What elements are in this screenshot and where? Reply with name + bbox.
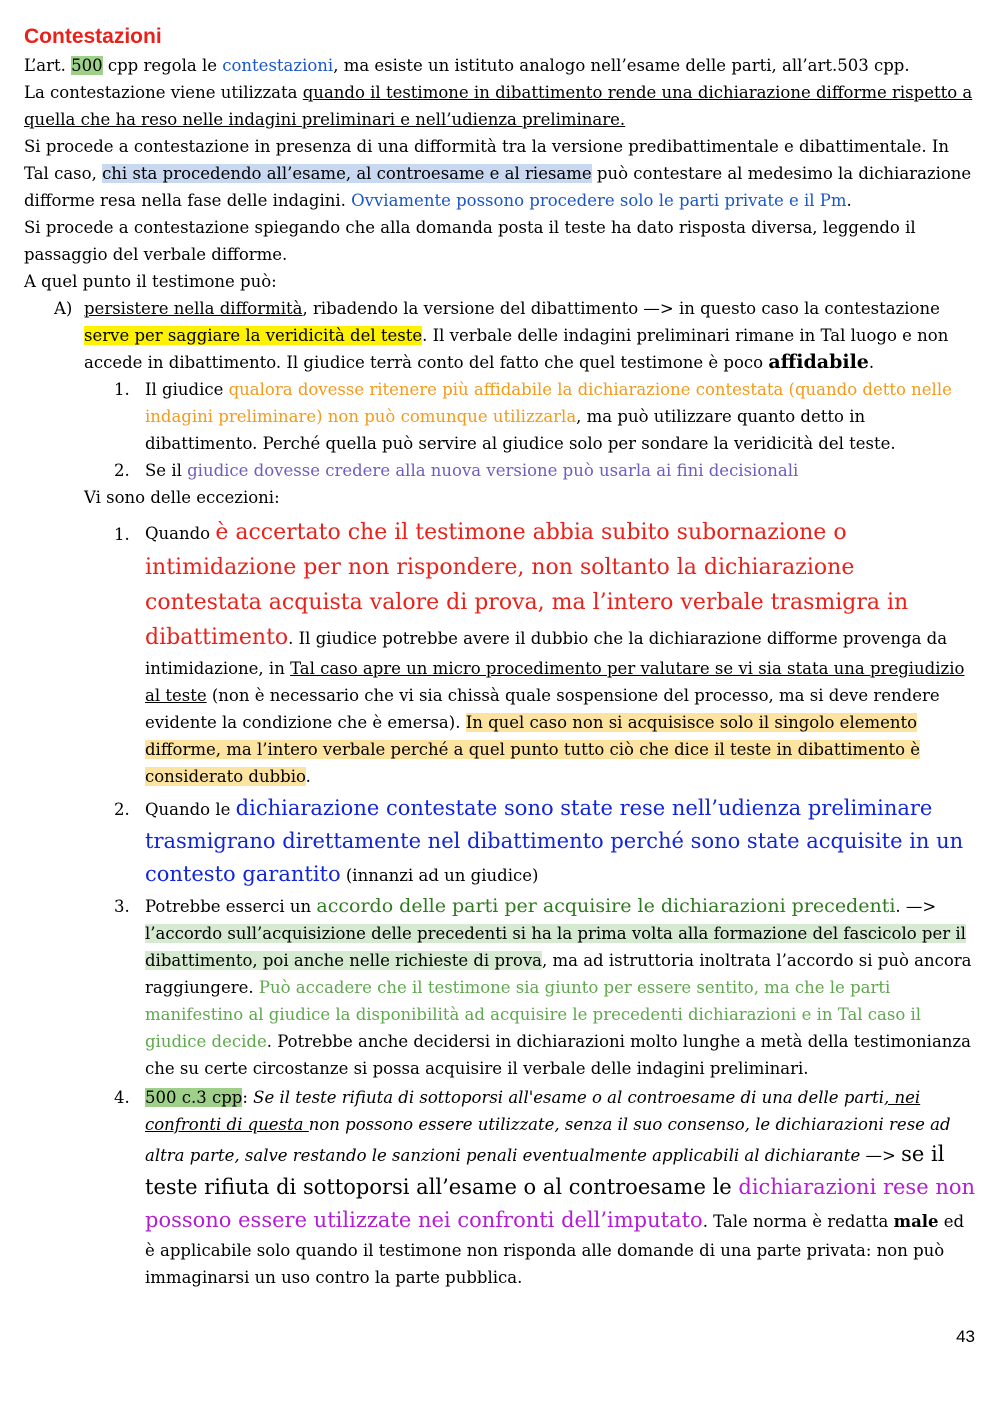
list-marker: 2. [114,461,130,480]
orange-text: qualora dovesse ritenere più affidabile la dichiarazione contestata (quando detto nelle indagini preliminare) non può comunque utilizzarla [145,380,952,426]
text: . Potrebbe anche decidersi in dichiarazioni molto lunghe a metà della testimonianza che su certe circostanze si possa acquisire il verbale delle indagini preliminari. [145,1032,971,1078]
text: : [242,1088,254,1107]
page-content [24,22,976,1291]
text: . [868,353,875,372]
text: La contestazione viene utilizzata [24,83,303,102]
bold-text: male [893,1212,939,1231]
exception-item-2 [24,792,976,891]
arrow-text: —> [860,1146,902,1165]
text: . [305,767,311,786]
text: Si procede a contestazione in presenza di una difformità tra la versione predibattimentale e dibattimentale. In Tal caso, [24,137,949,183]
highlighted-text: In quel caso non si acquisisce solo il singolo elemento difforme, ma l’intero verbale perché a quel punto tutto ciò che dice il teste in dibattimento è considerato dubbio [145,713,921,786]
exception-item-4 [24,1084,976,1291]
text: Se il [145,461,188,480]
section-title: Contestazioni [24,25,162,48]
list-marker: 4. [114,1088,130,1107]
text: , ribadendo la versione del dibattimento —> in questo caso la contestazione [302,299,940,318]
list-item [24,376,976,457]
intro-paragraph-5: A quel punto il testimone può: [24,272,277,291]
intro-paragraph-4: Si procede a contestazione spiegando che alla domanda posta il teste ha dato risposta diversa, leggendo il passaggio del verbale difforme. [24,218,916,264]
text: ed è applicabile solo quando il testimone non risponda alle domande di una parte privata: non può immaginarsi un uso contro la parte pubblica. [145,1212,965,1287]
highlighted-text: 500 c.3 cpp [145,1088,243,1107]
list-marker: 1. [114,525,130,544]
large-text: se il teste rifiuta di sottoporsi all’esame o al controesame le [145,1142,945,1199]
text: . Tale norma è redatta [702,1212,894,1231]
intro-paragraph-1 [24,52,976,79]
page-number: 43 [956,1327,975,1346]
light-green-text: Può accadere che il testimone sia giunto per essere sentito, ma che le parti manifestino al giudice la disponibilità ad acquisire le precedenti dichiarazioni e in Tal caso il giudice decide [145,978,922,1051]
italic-text: Se il teste rifiuta di sottoporsi all'esame o al controesame di una delle parti [253,1088,885,1107]
exceptions-label: Vi sono delle eccezioni: [84,488,280,507]
bold-text: affidabile [768,351,869,373]
text: , ma ad istruttoria inoltrata l’accordo si può ancora raggiungere. [145,951,972,997]
text: Il giudice [145,380,229,399]
list-marker: A) [54,299,73,318]
text: . Il giudice potrebbe avere il dubbio che la dichiarazione difforme provenga da intimidazione, in [145,629,948,678]
exception-item-3 [24,893,976,1082]
italic-underlined-text: , nei confronti di questa [145,1088,921,1134]
article-number-highlight: 500 [71,56,103,75]
highlighted-text: serve per saggiare la veridicità del teste [84,326,423,345]
highlighted-text: chi sta procedendo all’esame, al controesame e al riesame [102,164,592,183]
list-marker: 2. [114,800,130,819]
text: Quando le [145,800,236,819]
list-item-a [24,295,976,376]
text: cpp regola le [102,56,223,75]
red-large-text: è accertato che il testimone abbia subito subornazione o intimidazione per non rispondere, non soltanto la dichiarazione contestata acquista valore di prova, ma l’intero verbale trasmigra in dibattimento [145,520,909,650]
highlighted-text: l’accordo sull’acquisizione delle precedenti si ha la prima volta alla formazione del fascicolo per il dibattimento, poi anche nelle richieste di prova [145,924,966,970]
text: (non è necessario che vi sia chissà quale sospensione del processo, ma si deve rendere evidente la condizione che è emersa). [145,686,940,732]
text: può contestare al medesimo la dichiarazione difforme resa nella fase delle indagini. [24,164,972,210]
underlined-text: persistere nella difformità [84,299,303,318]
intro-paragraph-2 [24,79,976,133]
text: L’art. [24,56,72,75]
text: . —> [895,897,937,916]
text: . [846,191,852,210]
italic-text: non possono essere utilizzate, senza il suo consenso, le dichiarazioni rese ad altra parte, salve restando le sanzioni penali eventualmente applicabili al dichiarante [145,1115,951,1165]
purple-text: giudice dovesse credere alla nuova versione può usarla ai fini decisionali [187,461,799,480]
text: Quando [145,524,216,543]
exception-item-1 [24,515,976,790]
underlined-text: quando il testimone in dibattimento rende una dichiarazione difforme rispetto a quella che ha reso nelle indagini preliminari e nell’udienza preliminare. [24,83,973,129]
text: Potrebbe esserci un [145,897,317,916]
green-text: accordo delle parti per acquisire le dichiarazioni precedenti [316,895,896,917]
blue-text: Ovviamente possono procedere solo le parti private e il Pm [351,191,847,210]
list-item [24,457,976,484]
text: (innanzi ad un giudice) [340,866,539,885]
text: , ma può utilizzare quanto detto in dibattimento. Perché quella può servire al giudice solo per sondare la veridicità del teste. [145,407,896,453]
list-marker: 3. [114,897,130,916]
text: . Il verbale delle indagini preliminari rimane in Tal luogo e non accede in dibattimento. Il giudice terrà conto del fatto che quel testimone è poco [84,326,949,372]
underlined-text: Tal caso apre un micro procedimento per valutare se vi sia stata una pregiudizio al teste [145,659,965,705]
intro-paragraph-3 [24,133,976,214]
text: , ma esiste un istituto analogo nell’esame delle parti, all’art.503 cpp. [333,56,910,75]
blue-large-text: dichiarazione contestate sono state rese nell’udienza preliminare trasmigrano direttamente nel dibattimento perché sono state acquisite in un contesto garantito [145,796,964,886]
contestazioni-link[interactable]: contestazioni [222,56,334,75]
list-marker: 1. [114,380,130,399]
magenta-large-text: dichiarazioni rese non possono essere utilizzate nei confronti dell’imputato [145,1175,976,1232]
